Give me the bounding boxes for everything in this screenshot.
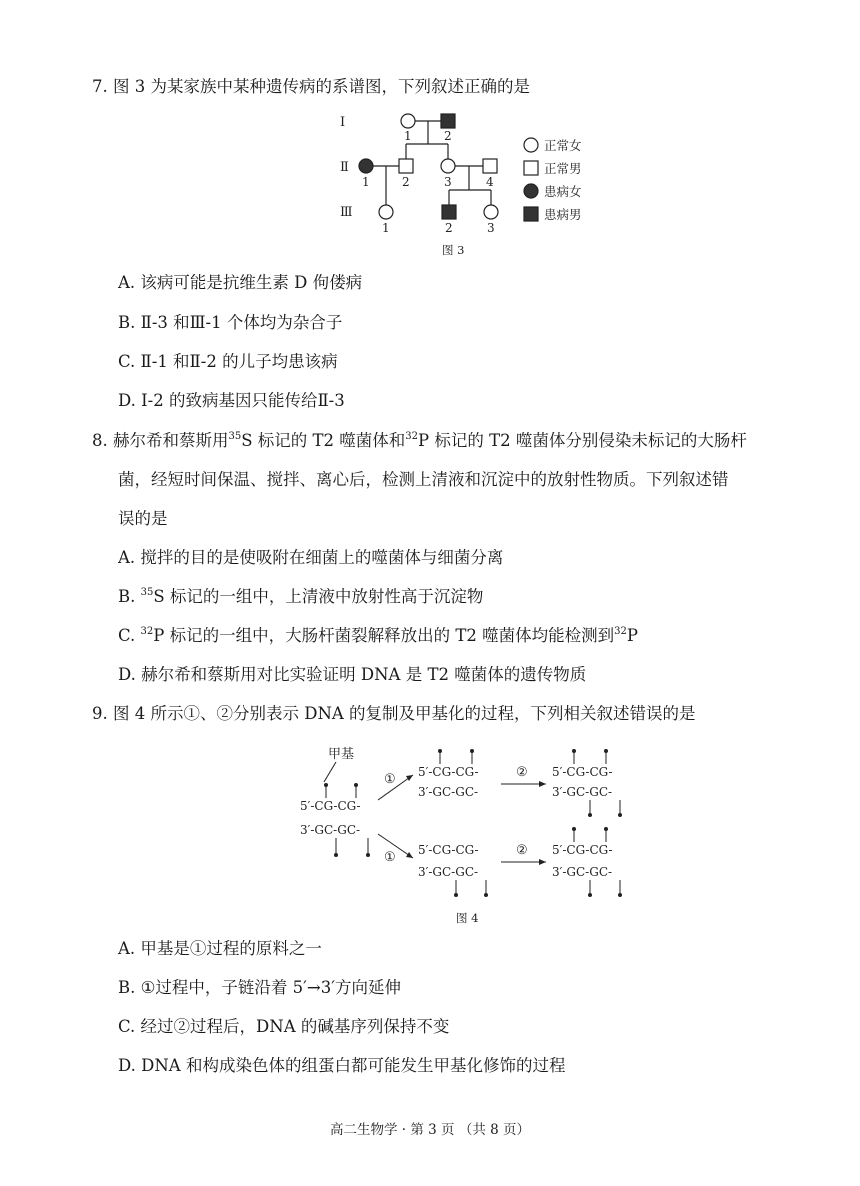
svg-text:3′-GC-GC-: 3′-GC-GC- [552, 785, 613, 799]
pedigree-III-2-affected-male [442, 205, 456, 219]
generation-label-3: Ⅲ [340, 205, 353, 220]
legend-affected-female: 患病女 [544, 184, 582, 199]
svg-text:3: 3 [444, 175, 452, 189]
svg-text:2: 2 [445, 221, 453, 235]
q7-stem-line [92, 76, 530, 98]
q9-stem-line [92, 703, 696, 725]
pedigree-II-4-normal-male [483, 159, 497, 173]
svg-text:2: 2 [402, 175, 410, 189]
q7-option-b: B. Ⅱ-3 和Ⅲ-1 个体均为杂合子 [118, 313, 343, 332]
step2-lower-label: ② [516, 843, 528, 858]
daughter-dna-lower [418, 843, 488, 897]
q7-option-d: D. Ⅰ-2 的致病基因只能传给Ⅱ-3 [118, 391, 345, 410]
q8-stem-line-3: 误的是 [118, 509, 168, 528]
q8-stem-line-1: 8. 赫尔希和蔡斯用$^{35}$S 标记的 T2 噬菌体和$^{32}$P 标记的 T2 噬菌体分别侵染未标记的大肠杆 [92, 431, 747, 450]
step1-lower-label: ① [384, 850, 396, 865]
svg-text:1: 1 [404, 129, 412, 143]
legend-affected-male: 患病男 [544, 207, 582, 222]
q8-stem-line-2: 菌，经短时间保温、搅拌、离心后，检测上清液和沉淀中的放射性物质。下列叙述错 [118, 470, 729, 489]
q9-number: 9. [92, 704, 108, 723]
methylated-dna-upper [552, 749, 622, 817]
svg-text:3′-GC-GC-: 3′-GC-GC- [418, 785, 479, 799]
svg-text:5′-CG-CG-: 5′-CG-CG- [418, 843, 479, 857]
q7-number: 7. [92, 77, 108, 96]
generation-label-2: Ⅱ [340, 160, 349, 175]
q9-stem: 图 4 所示①、②分别表示 DNA 的复制及甲基化的过程，下列相关叙述错误的是 [113, 704, 696, 723]
legend-normal-female: 正常女 [544, 138, 582, 153]
pedigree-III-1-normal-female [379, 205, 393, 219]
legend-normal-female-icon [524, 138, 538, 152]
q9-option-a: A. 甲基是①过程的原料之一 [118, 939, 322, 958]
q7-option-a: A. 该病可能是抗维生素 D 佝偻病 [118, 273, 363, 292]
q8-option-b: B. $^{35}$S 标记的一组中，上清液中放射性高于沉淀物 [118, 587, 484, 606]
q9-option-d: D. DNA 和构成染色体的组蛋白都可能发生甲基化修饰的过程 [118, 1056, 566, 1075]
svg-text:1: 1 [382, 221, 390, 235]
pedigree-II-2-normal-male [399, 159, 413, 173]
legend-affected-female-icon [524, 184, 538, 198]
pedigree-I-1-normal-female [401, 114, 415, 128]
daughter-dna-upper [418, 749, 479, 799]
methyl-label: 甲基 [328, 747, 355, 762]
page-footer: 高二生物学 · 第 3 页 （共 8 页） [329, 1122, 530, 1138]
svg-text:5′-CG-CG-: 5′-CG-CG- [300, 799, 361, 813]
svg-text:5′-CG-CG-: 5′-CG-CG- [552, 765, 613, 779]
q8-option-a: A. 搅拌的目的是使吸附在细菌上的噬菌体与细菌分离 [118, 548, 504, 567]
step1-upper-label: ① [384, 772, 396, 787]
q9-option-b: B. ①过程中，子链沿着 5′→3′方向延伸 [118, 978, 401, 997]
svg-text:4: 4 [486, 175, 494, 189]
q8-option-d: D. 赫尔希和蔡斯用对比实验证明 DNA 是 T2 噬菌体的遗传物质 [118, 665, 587, 684]
q7-option-c: C. Ⅱ-1 和Ⅱ-2 的儿子均患该病 [118, 352, 338, 371]
legend-affected-male-icon [524, 207, 538, 221]
q9-option-c: C. 经过②过程后，DNA 的碱基序列保持不变 [118, 1017, 450, 1036]
svg-text:5′-CG-CG-: 5′-CG-CG- [552, 843, 613, 857]
q7-stem: 图 3 为某家族中某种遗传病的系谱图，下列叙述正确的是 [113, 77, 530, 96]
svg-text:3′-GC-GC-: 3′-GC-GC- [418, 865, 479, 879]
methylated-dna-lower [552, 827, 622, 897]
q8-number: 8. [92, 431, 108, 450]
pedigree-figure-3 [330, 108, 630, 260]
pedigree-III-3-normal-female [484, 205, 498, 219]
svg-text:3′-GC-GC-: 3′-GC-GC- [552, 865, 613, 879]
svg-text:5′-CG-CG-: 5′-CG-CG- [418, 765, 479, 779]
pedigree-II-3-normal-female [441, 159, 455, 173]
svg-text:3′-GC-GC-: 3′-GC-GC- [300, 823, 361, 837]
svg-text:2: 2 [444, 129, 452, 143]
svg-text:1: 1 [362, 175, 370, 189]
figure-3-caption: 图 3 [442, 243, 465, 257]
generation-label-1: Ⅰ [340, 115, 346, 130]
q8-option-c: C. $^{32}$P 标记的一组中，大肠杆菌裂解释放出的 T2 噬菌体均能检测到$^{32}$P [118, 626, 638, 645]
parent-dna [300, 783, 370, 857]
legend-normal-male: 正常男 [544, 161, 582, 176]
svg-text:3: 3 [487, 221, 495, 235]
legend-normal-male-icon [524, 161, 538, 175]
step2-upper-label: ② [516, 765, 528, 780]
pedigree-II-1-affected-female [359, 159, 373, 173]
methylation-figure-4 [296, 738, 656, 928]
pedigree-I-2-affected-male [441, 114, 455, 128]
figure-4-caption: 图 4 [456, 911, 479, 925]
